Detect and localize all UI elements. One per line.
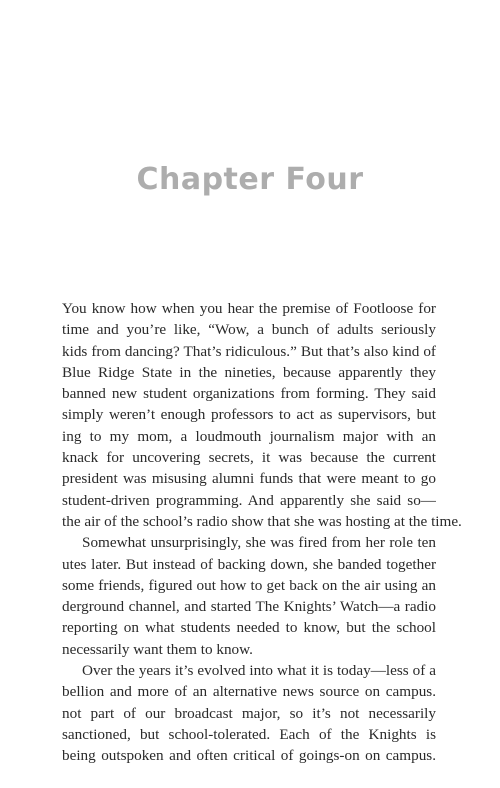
text-line: necessarily want them to know. bbox=[62, 640, 253, 658]
text-line: some friends, figured out how to get back on the air using an bbox=[62, 576, 436, 594]
text-line: bellion and more of an alternative news source on campus. bbox=[62, 683, 436, 701]
text-line: banned new student organizations from forming. They said bbox=[62, 385, 436, 403]
text-line: sanctioned, but school-tolerated. Each of the Knights is bbox=[62, 725, 436, 743]
body-text bbox=[62, 298, 462, 767]
text-line: utes later. But instead of backing down, she banded together bbox=[62, 555, 436, 573]
text-line: the air of the school’s radio show that she was hosting at the time. bbox=[62, 512, 462, 530]
text-line: simply weren’t enough professors to act as supervisors, but bbox=[62, 406, 436, 424]
paragraph bbox=[62, 532, 436, 660]
text-line: Blue Ridge State in the nineties, because apparently they bbox=[62, 363, 436, 381]
text-line: being outspoken and often critical of goings-on on campus. bbox=[62, 747, 436, 765]
text-line: Over the years it’s evolved into what it is today—less of a bbox=[82, 662, 436, 680]
text-line: president was misusing alumni funds that were meant to go bbox=[62, 470, 436, 488]
text-line: derground channel, and started The Knights’ Watch—a radio bbox=[62, 598, 436, 616]
text-line: You know how when you hear the premise of Footloose for bbox=[62, 300, 436, 317]
text-line: not part of our broadcast major, so it’s not necessarily bbox=[62, 704, 436, 722]
text-line: student-driven programming. And apparently she said so— bbox=[62, 491, 436, 509]
text-line: reporting on what students needed to know, but the school bbox=[62, 619, 436, 637]
chapter-title: Chapter Four bbox=[136, 162, 364, 197]
paragraph bbox=[62, 660, 436, 766]
text-line: ing to my mom, a loudmouth journalism major with an bbox=[62, 427, 436, 445]
text-line: Somewhat unsurprisingly, she was fired from her role ten bbox=[82, 534, 436, 552]
text-line: time and you’re like, “Wow, a bunch of adults seriously bbox=[62, 321, 436, 339]
paragraph bbox=[62, 298, 462, 532]
text-line: kids from dancing? That’s ridiculous.” But that’s also kind of bbox=[62, 342, 436, 360]
text-line: knack for uncovering secrets, it was because the current bbox=[62, 449, 436, 467]
